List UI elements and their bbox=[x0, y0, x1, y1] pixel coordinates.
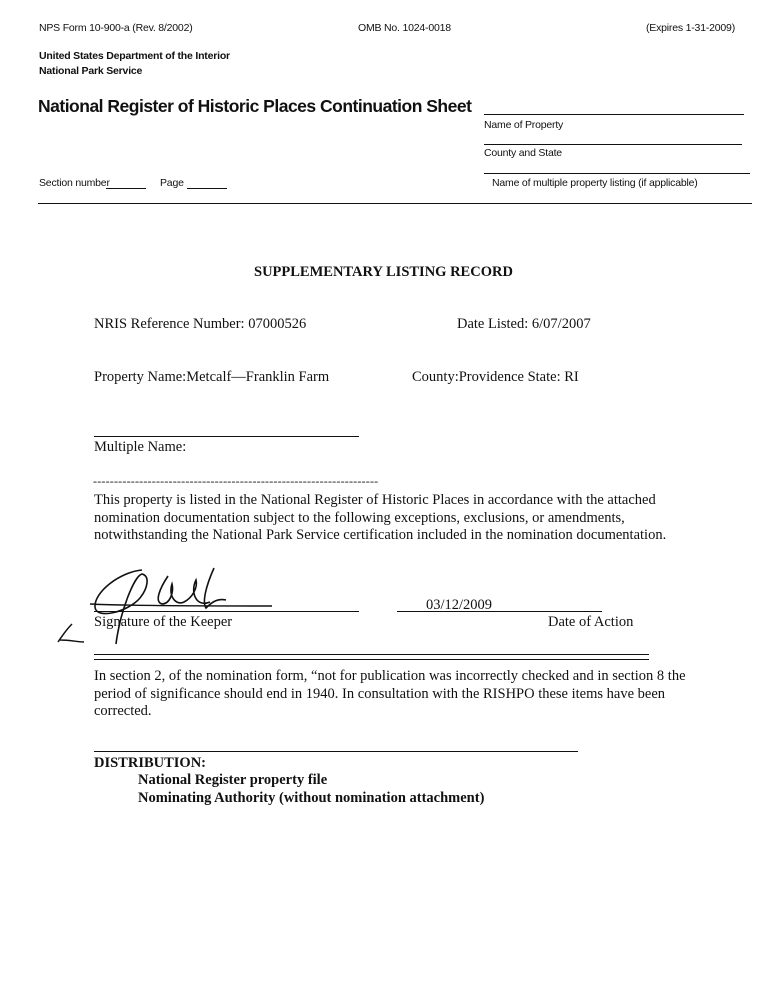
amendment-text: In section 2, of the nomination form, “not for publication was incorrectly checked and in section 8 the period of significance should end in 1940. In consultation with the RISHPO these items have been corrected. bbox=[94, 668, 686, 719]
distribution-item: National Register property file bbox=[138, 772, 328, 788]
page-label: Page bbox=[160, 177, 184, 189]
date-listed: Date Listed: 6/07/2007 bbox=[457, 316, 591, 332]
record-heading: SUPPLEMENTARY LISTING RECORD bbox=[254, 264, 513, 280]
county-state-label: County and State bbox=[484, 147, 562, 159]
multiple-listing-label: Name of multiple property listing (if applicable) bbox=[492, 177, 698, 189]
signature-line bbox=[94, 611, 359, 612]
double-divider bbox=[94, 654, 649, 660]
action-date-line bbox=[397, 611, 602, 612]
page-number-line bbox=[187, 188, 227, 189]
listing-statement: This property is listed in the National Register of Historic Places in accordance with the attached nomination documentation subject to the following exceptions, exclusions, or amendments, notwithstanding the National Park Service certification included in the nomination documentation. bbox=[94, 492, 667, 543]
name-of-property-label: Name of Property bbox=[484, 119, 564, 131]
multiple-name: Multiple Name: bbox=[94, 439, 187, 455]
section-number-line bbox=[106, 188, 146, 189]
department-name: United States Department of the Interior bbox=[39, 50, 230, 62]
keeper-signature bbox=[50, 562, 290, 652]
omb-number: OMB No. 1024-0018 bbox=[358, 22, 451, 34]
dash-separator: -------------------------------------------------------------------- bbox=[93, 474, 379, 488]
signature-label: Signature of the Keeper bbox=[94, 614, 233, 630]
form-id: NPS Form 10-900-a (Rev. 8/2002) bbox=[39, 22, 193, 34]
expiration-date: (Expires 1-31-2009) bbox=[646, 22, 735, 34]
header-divider bbox=[38, 203, 752, 204]
form-title: National Register of Historic Places Continuation Sheet bbox=[38, 96, 472, 116]
distribution-line bbox=[94, 751, 578, 752]
nris-reference: NRIS Reference Number: 07000526 bbox=[94, 316, 307, 332]
multiple-listing-line bbox=[484, 173, 750, 174]
county-state: County:Providence State: RI bbox=[412, 369, 579, 385]
action-date: 03/12/2009 bbox=[426, 597, 493, 613]
distribution-heading: DISTRIBUTION: bbox=[94, 755, 206, 771]
date-of-action-label: Date of Action bbox=[548, 614, 634, 630]
property-name-line bbox=[484, 114, 744, 115]
multiple-name-line bbox=[94, 436, 359, 437]
distribution-item: Nominating Authority (without nomination attachment) bbox=[138, 790, 485, 806]
section-number-label: Section number bbox=[39, 177, 110, 189]
property-name: Property Name:Metcalf—Franklin Farm bbox=[94, 369, 330, 385]
agency-name: National Park Service bbox=[39, 65, 143, 77]
county-state-line bbox=[484, 144, 742, 145]
